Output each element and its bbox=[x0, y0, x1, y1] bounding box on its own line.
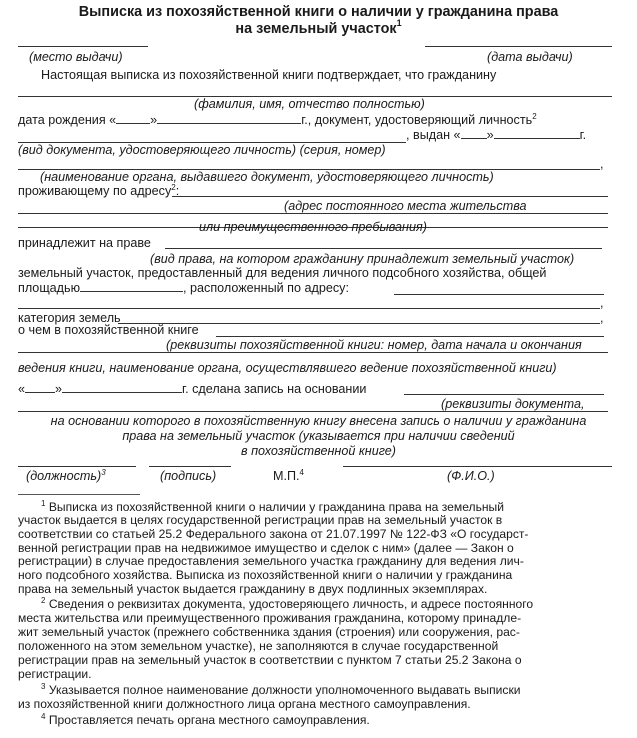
intro-text: Настоящая выписка из похозяйственной книги подтверждает, что гражданину bbox=[41, 68, 497, 82]
footnote-4-line bbox=[41, 714, 370, 728]
plot-line-1: земельный участок, предоставленный для ведения личного подсобного хозяйства, общей bbox=[18, 266, 547, 280]
fio-label: (фамилия, имя, отчество полностью) bbox=[194, 97, 425, 111]
issued-year-suffix: г. bbox=[579, 128, 587, 142]
stamp-label-text: М.П. bbox=[273, 469, 300, 483]
signature-label: (подпись) bbox=[160, 469, 217, 483]
footnote-ref-1: 1 bbox=[396, 18, 402, 28]
footnote-2-text: Сведения о реквизитах документа, удостоверяющего личность, и адресе постоянного bbox=[48, 597, 534, 611]
position-line[interactable] bbox=[18, 466, 136, 467]
birth-quote: » bbox=[150, 113, 158, 127]
entry-month-field[interactable] bbox=[62, 382, 182, 393]
basis-label-line-3: в похозяйственной книге) bbox=[241, 444, 396, 458]
right-line[interactable] bbox=[165, 248, 602, 249]
footnote-2-line: положенного на этом земельном участке), не заполняются в случае государственной bbox=[18, 639, 499, 653]
footnote-1-line: ного подсобного хозяйства. Выписка из похозяйственной книги о наличии у гражданина bbox=[18, 568, 513, 582]
birth-month-field[interactable] bbox=[157, 113, 301, 124]
footnotes-separator bbox=[18, 494, 140, 495]
basis-label-line-1: на основании которого в похозяйственную книгу внесена запись о наличии у гражданина bbox=[50, 414, 587, 428]
entry-quote-close: » bbox=[55, 382, 63, 396]
plot-area-prefix: площадью bbox=[18, 281, 81, 295]
plot-area-field[interactable] bbox=[80, 281, 183, 292]
footnote-ref-4: 4 bbox=[299, 468, 304, 477]
position-label-text: (должность) bbox=[26, 469, 102, 483]
footnote-2-line bbox=[41, 598, 533, 612]
stamp-label bbox=[273, 469, 304, 483]
requisites-line[interactable] bbox=[18, 411, 608, 412]
book-details-line[interactable] bbox=[18, 352, 608, 353]
signature-line[interactable] bbox=[149, 466, 231, 467]
footnote-1-line: соответствии со статьей 25.2 Федерального закона от 21.07.1997 № 122-ФЗ «О государст- bbox=[18, 527, 529, 541]
footnote-1-line: регистрации) в случае предоставления земельного участка гражданину для ведения лич- bbox=[18, 554, 524, 568]
footnote-1-line: венной регистрации прав на недвижимое имущество и сделок с ним» (далее — Закон о bbox=[18, 541, 514, 555]
date-label: (дата выдачи) bbox=[487, 50, 573, 64]
book-label-2: ведения книги, наименование органа, осуществлявшего ведение похозяйственной книги) bbox=[18, 361, 557, 375]
document-title-text: на земельный участок bbox=[235, 21, 397, 37]
address-prefix: проживающему по адресу bbox=[18, 184, 172, 198]
issued-month-field[interactable] bbox=[494, 128, 580, 139]
birth-day-field[interactable] bbox=[116, 113, 150, 124]
document-title-line-1: Выписка из похозяйственной книги о наличии у гражданина права bbox=[78, 4, 559, 20]
plot-address-prefix: , расположенный по адресу: bbox=[183, 281, 349, 295]
footnote-ref-3: 3 bbox=[101, 468, 106, 477]
fio-signature-label: (Ф.И.О.) bbox=[447, 469, 495, 483]
entry-row bbox=[18, 382, 366, 396]
plot-area-row bbox=[18, 281, 349, 295]
right-label: (вид права, на котором гражданину принадлежит земельный участок) bbox=[150, 252, 575, 266]
address-line-2[interactable] bbox=[18, 213, 608, 214]
footnote-3-text: Указывается полное наименование должности уполномоченного выдавать выписки bbox=[48, 683, 521, 697]
organ-label: (наименование органа, выдавшего документ, удостоверяющего личность) bbox=[40, 170, 494, 184]
fio-signature-line[interactable] bbox=[343, 466, 612, 467]
address-line-1[interactable] bbox=[172, 196, 608, 197]
place-label: (место выдачи) bbox=[29, 50, 123, 64]
footnote-1-line: участок выдается в целях государственной регистрации прав на земельный участок в bbox=[18, 513, 503, 527]
footnote-1-line: права на земельный участок выдается гражданину в двух подлинных экземплярах. bbox=[18, 582, 488, 596]
document-title-line-2 bbox=[0, 18, 637, 38]
footnote-2-line: регистрации прав на земельный участок в соответствии с пунктом 7 статьи 25.2 Закона о bbox=[18, 653, 522, 667]
requisites-label: (реквизиты документа, bbox=[441, 397, 585, 411]
footnote-2-line: места жительства или преимущественного проживания гражданина, которому принадле- bbox=[18, 611, 522, 625]
plot-address-line-1[interactable] bbox=[394, 294, 604, 295]
issued-prefix: , выдан « bbox=[406, 128, 461, 142]
issued-quote: » bbox=[486, 128, 494, 142]
document-label: (вид документа, удостоверяющего личность) (серия, номер) bbox=[18, 143, 386, 157]
organ-comma: , bbox=[600, 157, 604, 171]
footnote-3-line bbox=[41, 684, 521, 698]
footnote-2-mark: 2 bbox=[41, 596, 46, 605]
document-prefix: г., документ, удостоверяющий личность bbox=[301, 113, 533, 127]
basis-label-line-2: права на земельный участок (указывается при наличии сведений bbox=[122, 429, 515, 443]
entry-quote-open: « bbox=[18, 382, 26, 396]
footnote-ref-2a: 2 bbox=[532, 112, 537, 121]
footnote-ref-2b: 2 bbox=[171, 183, 176, 192]
position-label bbox=[26, 469, 106, 483]
entry-day-field[interactable] bbox=[25, 382, 55, 393]
birth-row bbox=[18, 113, 537, 127]
place-line[interactable] bbox=[18, 46, 148, 47]
book-line[interactable] bbox=[216, 336, 604, 337]
footnote-2-line: жит земельный участок (прежнего собственника здания (строения) или сооружения, рас- bbox=[18, 625, 520, 639]
issued-row bbox=[406, 128, 586, 142]
footnote-4-mark: 4 bbox=[41, 712, 46, 721]
issued-day-field[interactable] bbox=[461, 128, 487, 139]
footnote-1-text: Выписка из похозяйственной книги о наличии у гражданина права на земельный bbox=[48, 500, 504, 514]
footnote-1-mark: 1 bbox=[41, 499, 46, 508]
book-label: (реквизиты похозяйственной книги: номер, дата начала и окончания bbox=[166, 338, 582, 352]
address-row bbox=[18, 184, 179, 198]
address-colon: : bbox=[175, 184, 180, 198]
category-prefix: категория земель bbox=[18, 311, 121, 325]
book-prefix: о чем в похозяйственной книге bbox=[18, 323, 199, 337]
footnote-2-line: регистрации. bbox=[18, 667, 92, 681]
date-line[interactable] bbox=[425, 46, 612, 47]
right-prefix: принадлежит на праве bbox=[18, 236, 151, 250]
entry-basis-line[interactable] bbox=[404, 394, 604, 395]
plot-address-line-2[interactable] bbox=[18, 308, 600, 309]
footnote-3-mark: 3 bbox=[41, 682, 46, 691]
address-label: (адрес постоянного места жительства bbox=[284, 199, 527, 213]
entry-basis-prefix: г. сделана запись на основании bbox=[182, 382, 367, 396]
footnote-3-line: из похозяйственной книги должностного лица органа местного самоуправления. bbox=[18, 697, 471, 711]
preferred-address-label: или преимущественного пребывания) bbox=[199, 220, 427, 234]
footnote-4-text: Проставляется печать органа местного самоуправления. bbox=[48, 713, 370, 727]
birth-date-prefix: дата рождения « bbox=[18, 113, 117, 127]
category-comma: , bbox=[600, 311, 604, 325]
plot-comma: , bbox=[600, 296, 604, 310]
